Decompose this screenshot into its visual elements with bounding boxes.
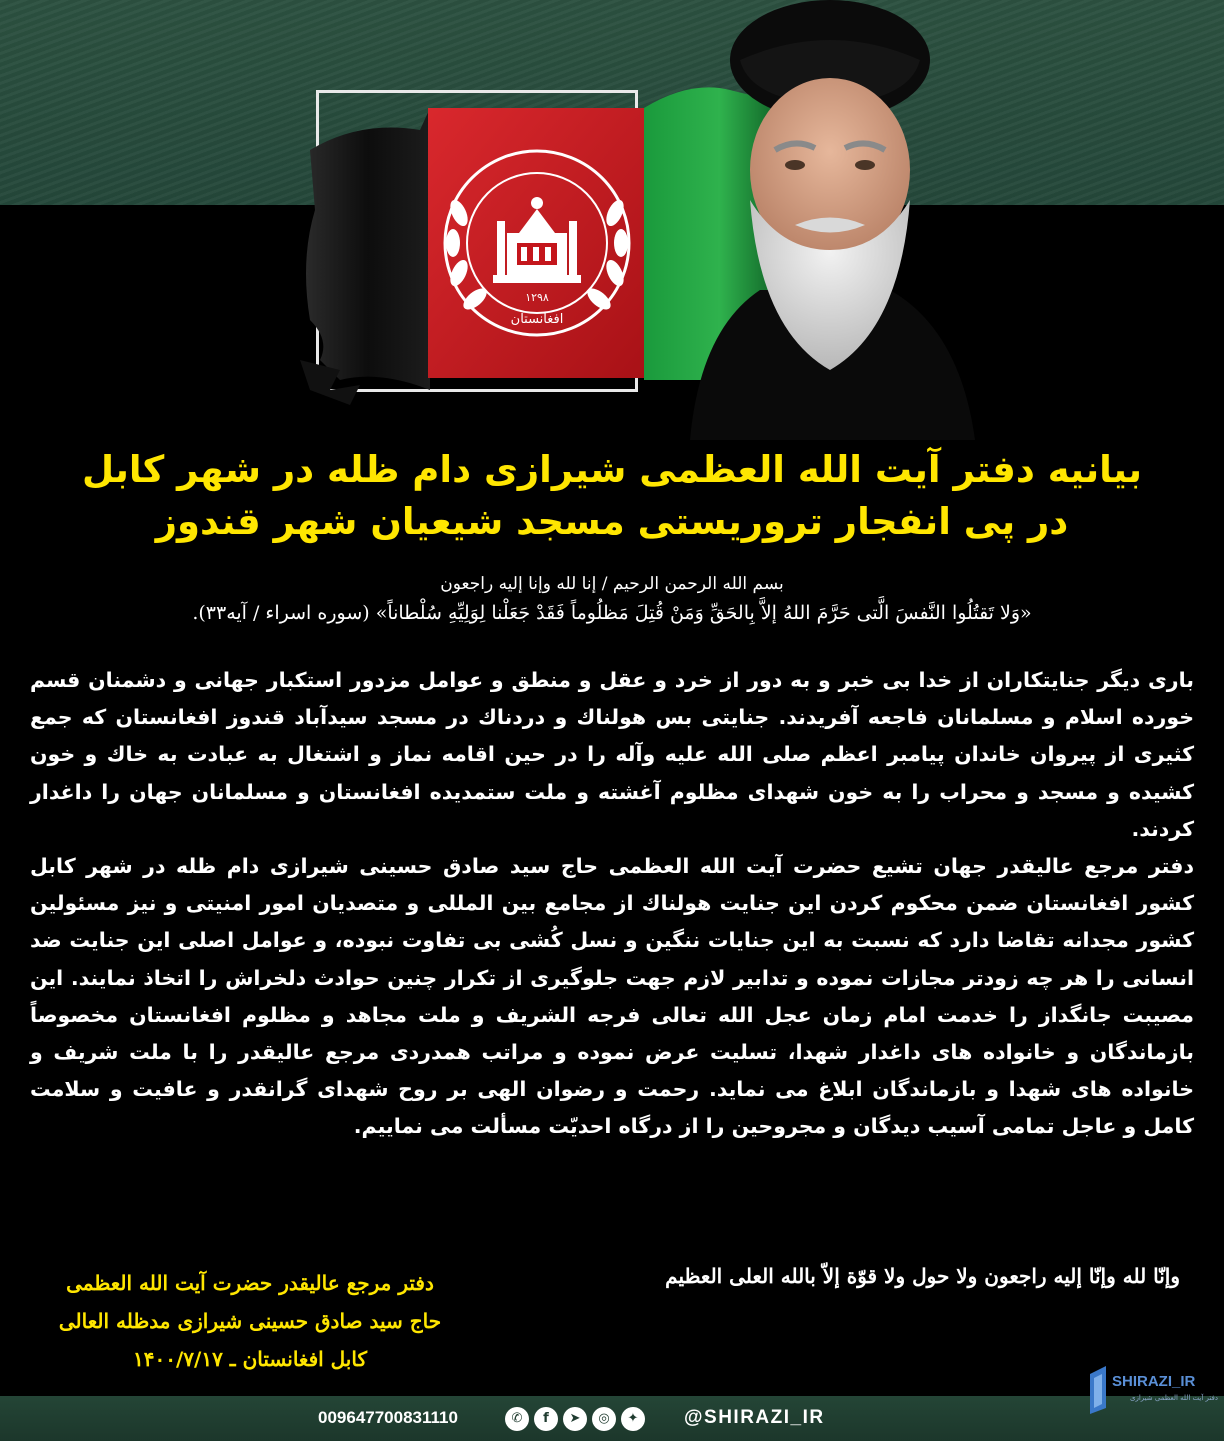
- page-title-line2: در پی انفجار تروریستی مسجد شیعیان شهر قندوز: [155, 500, 1069, 543]
- cleric-portrait: [680, 0, 980, 440]
- telegram-icon[interactable]: ➤: [563, 1407, 587, 1431]
- paragraph-2: دفتر مرجع عالیقدر جهان تشیع حضرت آیت الله العظمی حاج سید صادق حسینی شیرازی دام ظله در شهر کابل کشور افغانستان ضمن محکوم کردن این جنایت هولناك از مجامع بین المللی و متصدیان امور امنیتی و نیز مسئولین کشور مجدانه تقاضا دارد که نسبت به این جنایات ننگین و نسل کُشی بی تفاوت نبوده، و عوامل اصلی این جنایت ضد انسانی را هر چه زودتر مجازات نموده و تدابیر لازم جهت جلوگیری از تکرار چنین حوادث دلخراش را اتخاذ نمایند. این مصیبت جانگداز را خدمت امام زمان عجل الله تعالی فرجه الشریف و ملت مجاهد و مظلوم افغانستان مخصوصاً بازماندگان و خانواده های داغدار شهدا، تسلیت عرض نموده و مراتب همدردی مرجع عالیقدر را با ملت شریف و خانواده های شهدا و بازماندگان ابلاغ می نماید. رحمت و رضوان الهی بر روح شهدای گرانقدر و عافیت و سلامت کامل و عاجل تمامی آسیب دیدگان و مجروحین را از درگاه احدیّت مسألت می نماییم.: [30, 854, 1194, 1139]
- social-icons: [505, 1407, 645, 1431]
- facebook-icon[interactable]: f: [534, 1407, 558, 1431]
- instagram-icon[interactable]: ◎: [592, 1407, 616, 1431]
- logo-text: SHIRAZI_IR: [1112, 1373, 1196, 1390]
- social-handle[interactable]: @SHIRAZI_IR: [684, 1407, 825, 1428]
- statement-body: [30, 662, 1194, 1146]
- emblem-year: ۱۲۹۸: [525, 291, 549, 304]
- closing-prayer: وإنّا لله وإنّا إلیه راجعون ولا حول ولا قوّة إلاّ بالله العلی العظیم: [665, 1264, 1180, 1288]
- paragraph-1: باری دیگر جنایتکاران از خدا بی خبر و به دور از خرد و عقل و منطق و عوامل مزدور استکبار جهانی و دشمنان قسم خورده اسلام و مسلمانان فاجعه آفریدند. جنایتی بس هولناك و دردناك در مسجد سیدآباد قندوز افغانستان که جمع کثیری از پیروان خاندان پیامبر اعظم صلی الله علیه وآله را در حین اقامه نماز و اشتغال به عبادت به خاك و خون کشیده و مسجد و محراب را به خون شهدای مظلوم آغشته و ملت ستمدیده افغانستان و مسلمانان جهان را داغدار کردند.: [30, 668, 1194, 841]
- signature-line1: دفتر مرجع عالیقدر حضرت آیت الله العظمی: [66, 1271, 434, 1295]
- bismillah: بسم الله الرحمن الرحیم / إنا لله وإنا إلیه راجعون: [440, 574, 784, 594]
- twitter-icon[interactable]: ✦: [621, 1407, 645, 1431]
- emblem-name: افغانستان: [510, 312, 564, 327]
- whatsapp-icon[interactable]: ✆: [505, 1407, 529, 1431]
- shirazi-logo-icon: [1084, 1362, 1216, 1418]
- signature-line3: کابل افغانستان ـ ۱۴۰۰/۷/۱۷: [133, 1347, 367, 1371]
- phone-number: 009647700831110: [318, 1408, 458, 1427]
- page-title-line1: بیانیه دفتر آیت الله العظمی شیرازی دام ظله در شهر کابل: [81, 448, 1143, 491]
- signature-line2: حاج سید صادق حسینی شیرازی مدظله العالی: [58, 1309, 442, 1333]
- signature-block: [10, 1264, 490, 1378]
- quran-verse: «وَلا تَقتُلُوا النَّفسَ الَّتی حَرَّمَ اللهُ إلاَّ بِالحَقِّ وَمَنْ قُتِلَ مَظلُوماً فَقَدْ جَعَلْنا لِوَلِیِّهِ سُلْطاناً» (سوره اسراء / آیه۳۳).: [192, 602, 1032, 624]
- logo-subtitle: دفتر آیت الله العظمی شیرازی: [1130, 1394, 1218, 1402]
